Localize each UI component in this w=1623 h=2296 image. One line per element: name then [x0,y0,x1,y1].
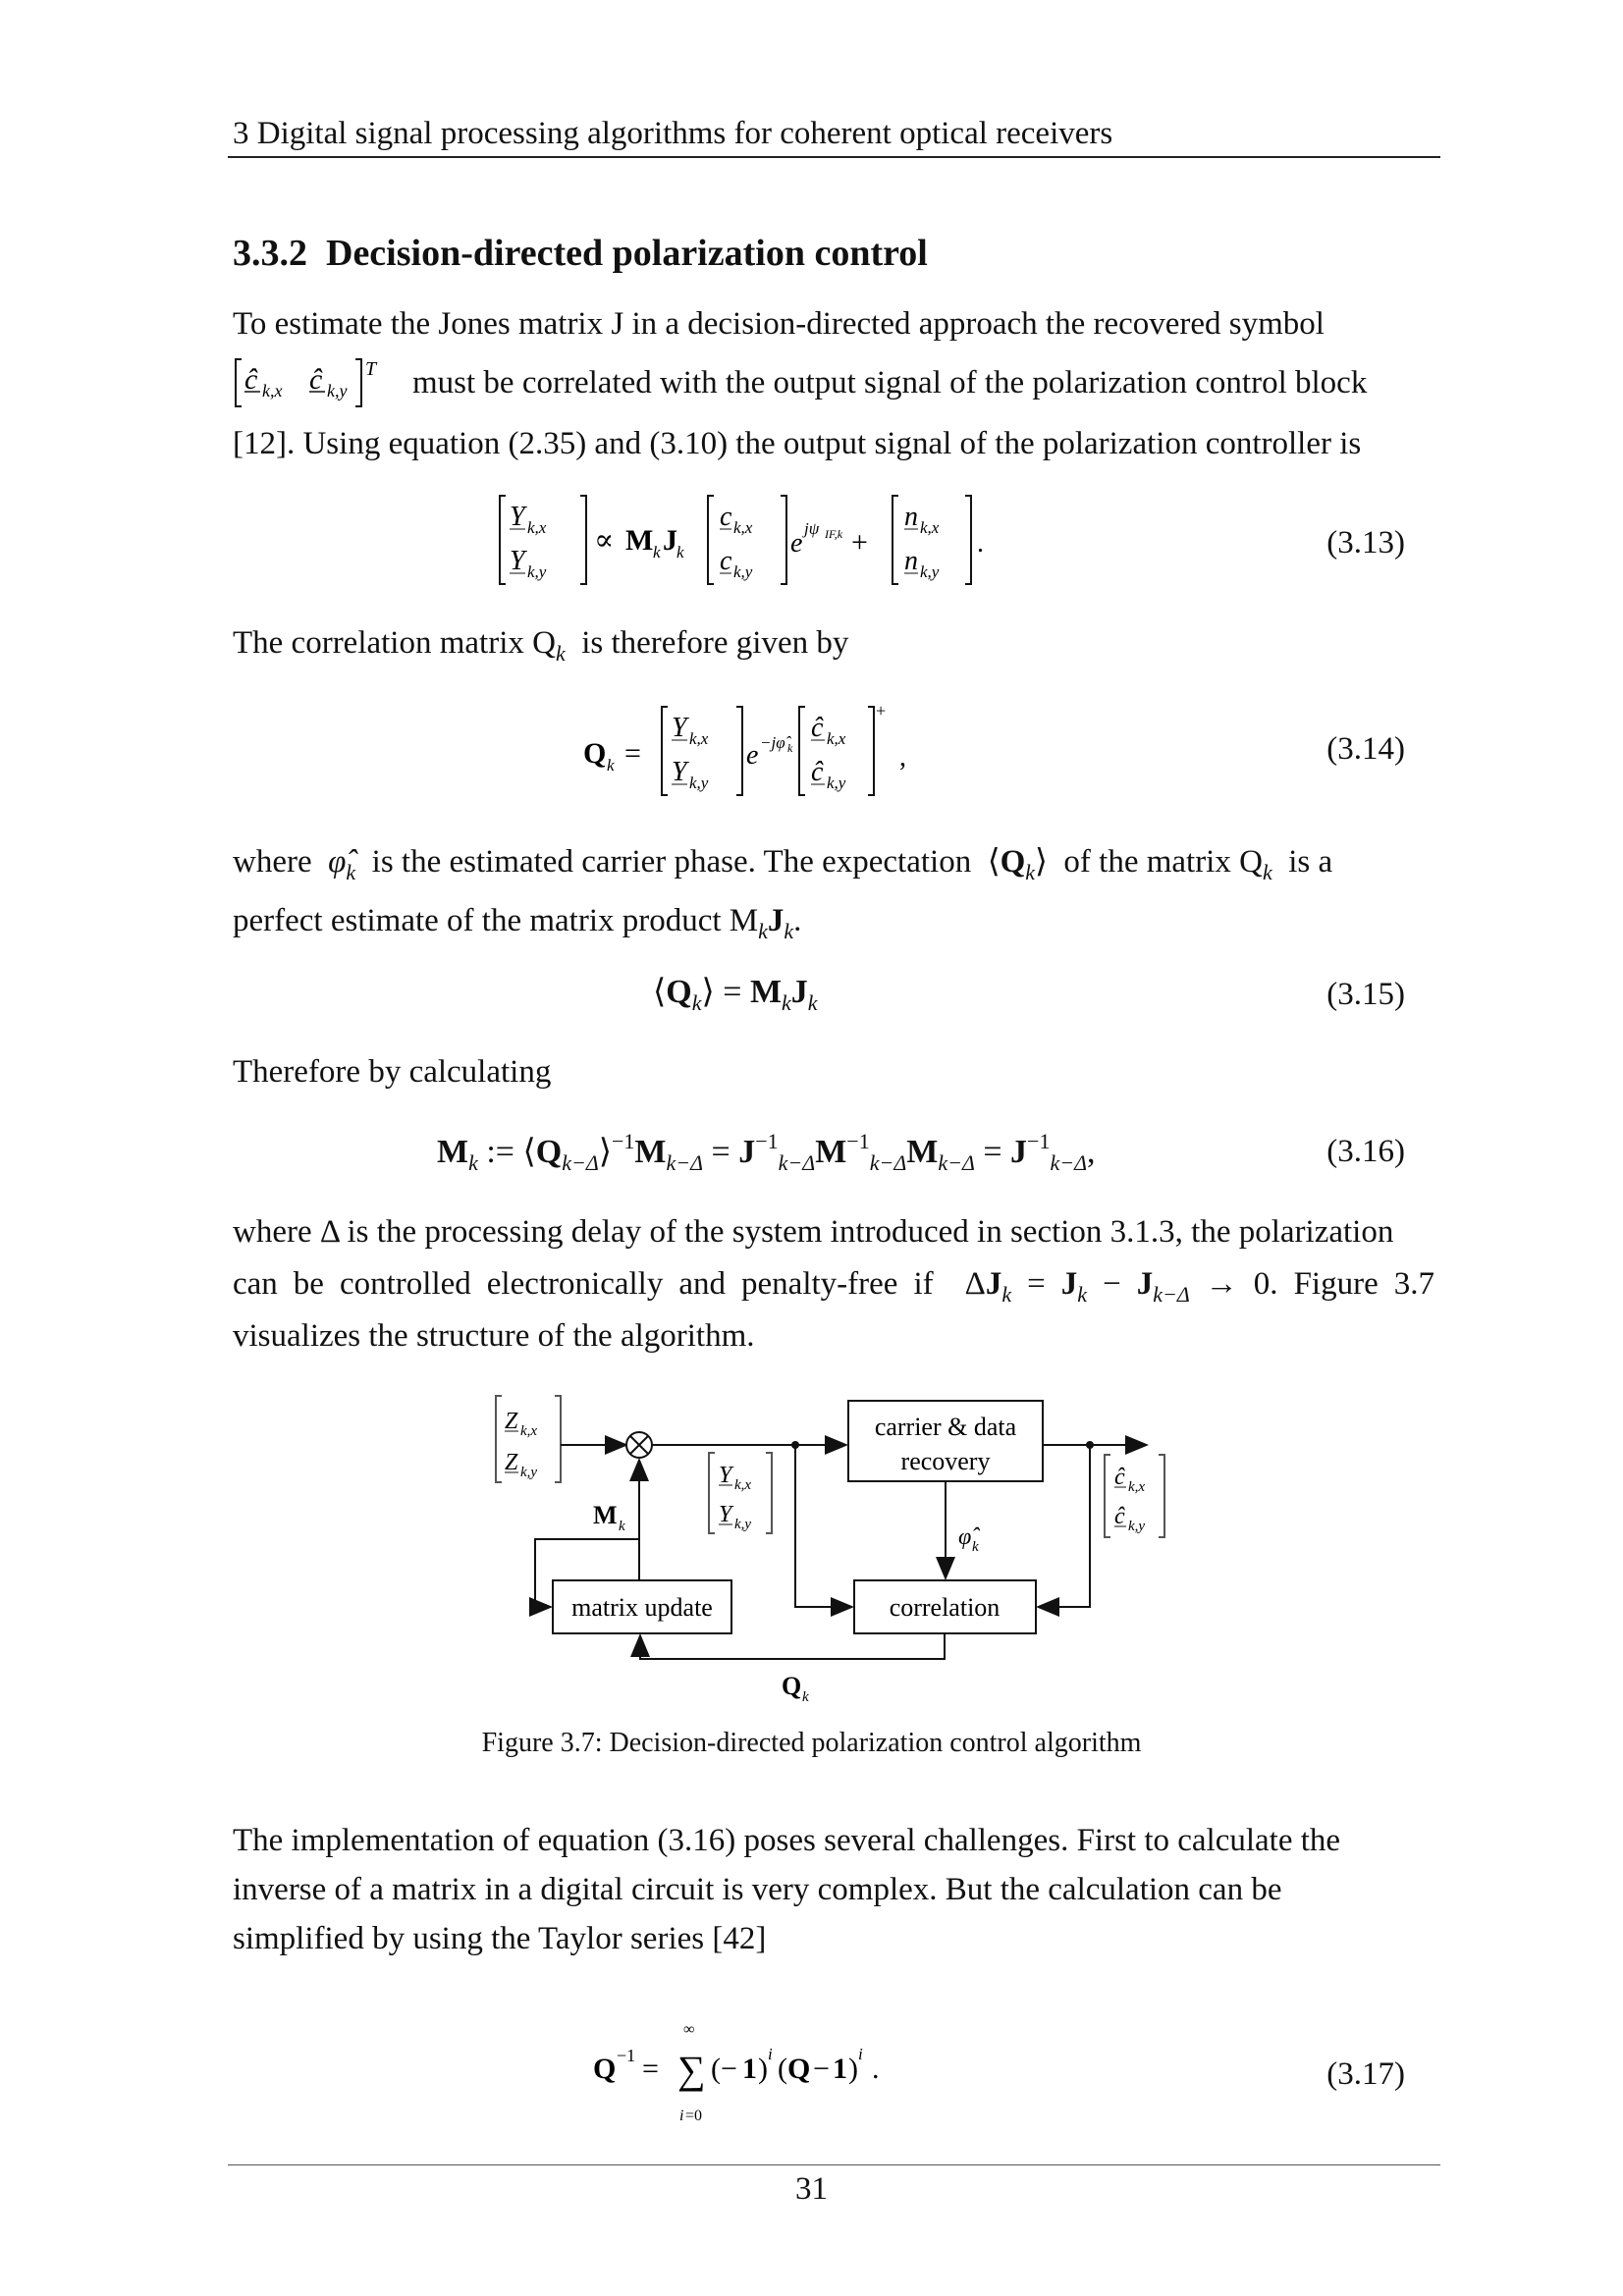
paragraph-3-line-1: where $\varphî_k$ is the estimated carrier phase. The expectation $⟨Q_k⟩$ of the matrix $Q_k$ is a [233,844,1333,884]
svg-text:Q: Q [787,2053,811,2085]
svg-text:−1: −1 [617,2046,636,2065]
svg-text:=: = [642,2053,659,2085]
svg-text:+: + [876,701,887,721]
svg-text:1: 1 [742,2053,757,2085]
svg-text:∑: ∑ [677,2048,706,2092]
paragraph-5-line-2a: can be controlled electronically and penalty-free if [233,1266,934,1302]
figure-caption: Figure 3.7: Decision-directed polarization control algorithm [481,1728,1142,1758]
paragraph-4: Therefore by calculating [233,1054,552,1090]
svg-text:∝: ∝ [594,524,615,557]
svg-text:Q: Q [593,2053,617,2085]
svg-text:ĉ: ĉ [1114,1504,1125,1529]
figure-3-7-diagram [481,1374,1188,1708]
svg-text:Z: Z [505,1409,518,1434]
svg-text:M: M [625,524,654,557]
svg-text:k,x: k,x [527,518,547,537]
svg-text:k,y: k,y [327,381,348,400]
paragraph-1-line-2: must be correlated with the output signal of the polarization control block [412,365,1368,400]
svg-text:k,y: k,y [920,562,940,581]
svg-text:i: i [768,2045,773,2063]
svg-text:i: i [858,2045,863,2063]
paragraph-5-line-2: can be controlled electronically and penalty-free if $\Delta J_k = J_k - J_{k-\Delta} \to 0$. Figure 3.7 [233,1266,1434,1307]
svg-text:=0: =0 [685,2108,703,2124]
carrier-data-recovery-block [848,1401,1043,1481]
svg-text:−: − [813,2053,830,2085]
svg-text:ĉ: ĉ [244,363,258,396]
svg-text:k,x: k,x [827,729,846,748]
svg-text:(: ( [778,2053,787,2085]
equation-3-16: $M_k$ := $⟨Q_{k-\Delta}⟩^{-1}M_{k-\Delta} = J^{-1}_{k-\Delta}M^{-1}_{k-\Delta}M_{k-\Delta} = J^{-1}_{k-\Delta}$, [437,1129,1096,1175]
svg-text:ĉ: ĉ [309,363,323,396]
svg-text:Y: Y [719,1502,732,1527]
paragraph-5-line-2b: . Figure 3.7 [1270,1266,1434,1302]
paragraph-5-line-3: visualizes the structure of the algorithm. [233,1318,755,1354]
paragraph-3-line-2-text: perfect estimate of the matrix product M [233,903,759,938]
svg-text:J: J [663,524,677,557]
svg-text:k: k [607,756,615,774]
svg-text:n: n [904,502,918,532]
svg-text:k: k [619,1519,625,1534]
page-number: 31 [795,2171,828,2207]
equation-number-3-13: (3.13) [1326,525,1405,561]
svg-text:−jφ̂: −jφ̂ [760,733,785,752]
matrix-update-block [553,1580,731,1633]
svg-text:k,y: k,y [734,1517,752,1532]
svg-text:n: n [904,546,918,576]
svg-text:IF,k: IF,k [825,527,843,541]
running-header: 3 Digital signal processing algorithms for coherent optical receivers [233,116,1113,151]
svg-text:Y: Y [719,1463,732,1488]
arrow-c-to-correlation [1038,1445,1090,1607]
header-rule [228,156,1440,158]
svg-text:c: c [720,502,732,532]
m-label: M [593,1501,618,1529]
svg-text:k: k [787,741,793,755]
paragraph-3-line-2: perfect estimate of the matrix product $M_kJ_k$. [233,903,802,943]
svg-text:k,y: k,y [827,774,846,792]
svg-text:e: e [790,528,803,559]
svg-text:k: k [972,1539,979,1555]
equation-3-15: $⟨Q_k⟩ = M_kJ_k$ [653,974,818,1015]
paragraph-1-line-1: To estimate the Jones matrix J in a decision-directed approach the recovered symbol [233,306,1325,342]
svg-text:ĉ: ĉ [1114,1465,1125,1490]
svg-text:Y: Y [510,502,525,532]
phase-label: φ̂ [958,1524,972,1550]
svg-text:T: T [365,358,377,380]
svg-text:∞: ∞ [683,2021,695,2038]
svg-text:): ) [848,2053,858,2085]
paragraph-6-line-3: simplified by using the Taylor series [42] [233,1921,767,1956]
equation-3-17 [589,2012,943,2130]
footer-rule [228,2164,1440,2165]
carrier-label-1: carrier & data [874,1413,1017,1441]
svg-text:k,x: k,x [734,1477,752,1493]
svg-text:k,y: k,y [527,562,547,581]
multiplier-icon [626,1432,652,1458]
paragraph-3-a: where [233,844,312,880]
svg-text:k,y: k,y [689,774,709,792]
equation-number-3-15: (3.15) [1326,977,1405,1012]
svg-text:Y: Y [510,546,525,576]
svg-text:k,x: k,x [1128,1479,1146,1495]
paragraph-6-line-1: The implementation of equation (3.16) poses several challenges. First to calculate the [233,1823,1341,1858]
carrier-label-2: recovery [900,1447,991,1475]
svg-text:(−: (− [711,2053,737,2085]
vector-c-hat [1105,1455,1164,1537]
arrow-q-feedback [640,1633,945,1659]
paragraph-1-line-3: [12]. Using equation (2.35) and (3.10) the output signal of the polarization controller is [233,426,1362,461]
section-number: 3.3.2 [233,233,307,274]
input-vector-z [496,1396,561,1482]
svg-text:k,x: k,x [733,518,753,537]
equation-number-3-16: (3.16) [1326,1134,1405,1169]
svg-text:.: . [872,2053,880,2085]
equation-3-13 [496,491,1006,589]
svg-text:k,x: k,x [920,518,940,537]
matrix-update-label: matrix update [571,1593,713,1622]
paragraph-3-b: is the estimated carrier phase. The expectation [371,844,972,880]
svg-text:c: c [720,546,732,576]
svg-text:): ) [758,2053,768,2085]
arrow-y-to-correlation [795,1445,852,1607]
svg-text:ĉ: ĉ [811,757,824,787]
section-title-text: Decision-directed polarization control [326,233,928,274]
svg-text:,: , [899,742,906,773]
svg-text:k: k [802,1689,809,1705]
svg-text:k,x: k,x [689,729,709,748]
svg-text:e: e [746,740,759,771]
svg-text:k,y: k,y [520,1465,538,1480]
svg-text:Z: Z [505,1450,518,1475]
paragraph-3-d: is a [1288,844,1333,880]
svg-text:+: + [851,526,868,559]
paragraph-2-text: The correlation matrix Q [233,625,556,661]
svg-text:k,x: k,x [262,381,283,400]
svg-text:=: = [624,737,641,770]
svg-text:k,y: k,y [733,562,753,581]
correlation-label: correlation [889,1593,1001,1622]
svg-text:i: i [679,2108,684,2124]
svg-text:k,y: k,y [1128,1519,1146,1534]
q-label: Q [782,1672,802,1700]
svg-text:k,x: k,x [520,1423,538,1439]
svg-text:k: k [676,543,684,561]
equation-3-14 [579,697,933,805]
equation-number-3-17: (3.17) [1326,2056,1405,2092]
svg-text:1: 1 [833,2053,847,2085]
correlation-block [854,1580,1036,1633]
svg-text:Q: Q [583,737,607,770]
vector-y [709,1453,772,1533]
paragraph-5-line-1: where Δ is the processing delay of the system introduced in section 3.1.3, the polarization [233,1214,1394,1250]
paragraph-2-end: is therefore given by [581,625,849,661]
paragraph-6-line-2: inverse of a matrix in a digital circuit is very complex. But the calculation can be [233,1872,1282,1907]
svg-text:Y: Y [672,713,687,743]
paragraph-3-c: of the matrix Q [1063,844,1263,880]
symbol-vector-ck [233,355,409,410]
equation-number-3-14: (3.14) [1326,731,1405,767]
svg-text:ĉ: ĉ [811,713,824,743]
svg-text:.: . [977,528,984,559]
svg-text:k: k [653,543,661,561]
paragraph-2: The correlation matrix $Q_k$ is therefore given by [233,625,849,666]
svg-text:jψ: jψ [804,519,820,538]
section-heading [233,232,928,275]
svg-text:Y: Y [672,757,687,787]
